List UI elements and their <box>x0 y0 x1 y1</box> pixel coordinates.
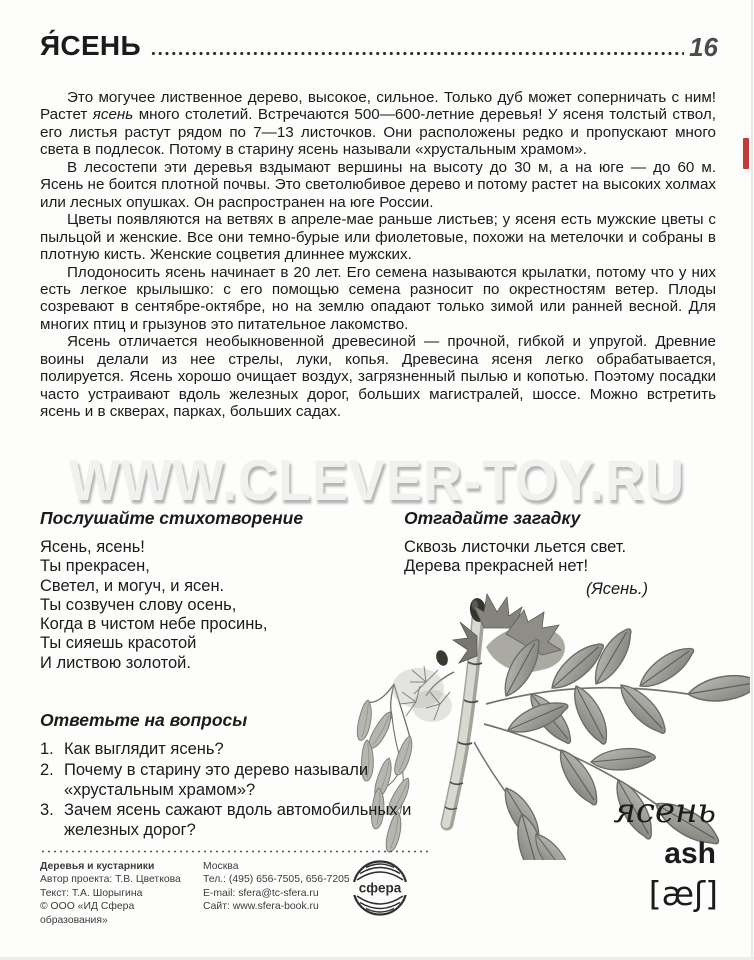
poem-line: Ты прекрасен, <box>40 557 150 576</box>
paragraph: Ясень отличается необыкновенной древесиной — прочной, гибкой и упругой. Древние воины делали из нее стрелы, луки, копья. Древесина ясеня легко обрабатывается, полируется. Ясень хорошо очищает воздух, загрязненный пылью и копотью. Поэтому посадки часто устраивают вдоль железных дорог, больших магистралей, шоссе. Можно встретить ясень и в скверах, парках, больших садах. <box>40 333 716 421</box>
watermark-text: WWW.CLEVER-TOY.RU <box>69 449 685 513</box>
question-text: Почему в старину это дерево называли «хрустальным храмом»? <box>64 760 369 799</box>
footer-credit-line: Текст: Т.А. Шорыгина <box>40 887 143 899</box>
poem-line: И листвою золотой. <box>40 653 191 672</box>
question-item <box>40 801 428 841</box>
riddle-answer: (Ясень.) <box>585 579 648 598</box>
footer-series-title: Деревья и кустарники <box>40 861 155 872</box>
vocab-english: ash <box>664 837 716 870</box>
sfera-logo-text: сфера <box>358 880 402 896</box>
question-text: Зачем ясень сажают вдоль автомобильных и железных дорог? <box>64 801 412 840</box>
question-item <box>40 740 428 760</box>
footer-credits-column <box>40 860 203 927</box>
paragraph: Цветы появляются на ветвях в апреле-мае раньше листьев; у ясеня есть мужские цветы с пыльцой и женские. Все они темно-бурые или фиолетовые, похожи на метелочки и собраны в плотную кисть. Женские соцветия длиннее мужских. <box>40 211 716 264</box>
footer-separator <box>40 850 428 853</box>
poem-line: Светел, и могуч, и ясен. <box>40 576 225 595</box>
vocab-transcription: [æʃ] <box>648 874 718 913</box>
footer-credit-line: © ООО «ИД Сфера образования» <box>40 901 135 926</box>
question-number: 2. <box>40 760 54 779</box>
page-title: Я́СЕНЬ <box>40 30 141 61</box>
paragraph: Плодоносить ясень начинает в 20 лет. Его семена называются крылатки, потому что у них есть легкое крылышко: с его помощью семена разносит по окрестностям ветер. Плоды созревают в сентябре-октябре, но на землю опадают только зимой или ранней весной. Для многих птиц и грызунов это питательное лакомство. <box>40 263 716 333</box>
footer-contact-line: E-mail: sfera@tc-sfera.ru <box>203 887 319 899</box>
page-number: 16 <box>689 32 718 62</box>
riddle-heading: Отгадайте загадку <box>404 508 581 528</box>
footer-contacts-column <box>203 860 353 927</box>
article-text <box>40 89 716 421</box>
questions-section <box>40 710 428 842</box>
footer-contact-line: Сайт: www.sfera-book.ru <box>203 901 319 913</box>
questions-heading: Ответьте на вопросы <box>40 710 248 730</box>
poem-line: Ясень, ясень! <box>40 538 145 556</box>
question-number: 1. <box>40 740 54 758</box>
poem-line: Ты созвучен слову осень, <box>40 595 237 614</box>
vocab-russian: ясень <box>613 791 716 831</box>
question-number: 3. <box>40 801 54 820</box>
poem-heading: Послушайте стихотворение <box>40 508 304 528</box>
footer-contact-line: Тел.: (495) 656-7505, 656-7205 <box>203 874 350 886</box>
riddle-line: Дерева прекрасней нет! <box>404 557 589 576</box>
page-header <box>40 32 718 60</box>
riddle-line: Сквозь листочки льется свет. <box>404 538 627 556</box>
paragraph: В лесостепи эти деревья вздымают вершины на высоту до 30 м, а на юге — до 60 м. Ясень не боится плотной почвы. Это светолюбивое дерево и потому растет на высоких холмах или лесных опушках. Он распространен на юге России. <box>40 158 716 211</box>
riddle-section <box>404 508 736 599</box>
page-edge-line <box>751 0 753 960</box>
poem-section <box>40 508 380 673</box>
red-edge-mark <box>743 138 749 169</box>
paragraph: Это могучее лиственное дерево, высокое, сильное. Только дуб может соперничать с ним! Растет ясень много столетий. Встречаются 500—600-летние деревья! У ясеня толстый ствол, его листья растут рядом по 7—13 листочков. Они расположены редко и пропускают много света в подлесок. Потому в старину ясень называли «хрустальным храмом». <box>40 89 716 159</box>
question-text: Как выглядит ясень? <box>64 740 224 758</box>
footer-city: Москва <box>203 861 239 872</box>
footer-credit-line: Автор проекта: Т.В. Цветкова <box>40 874 181 886</box>
poem-line: Когда в чистом небе просинь, <box>40 615 268 634</box>
sfera-logo <box>350 858 410 918</box>
question-item <box>40 761 428 801</box>
dotted-leader <box>150 51 684 56</box>
poem-line: Ты сияешь красотой <box>40 634 197 653</box>
